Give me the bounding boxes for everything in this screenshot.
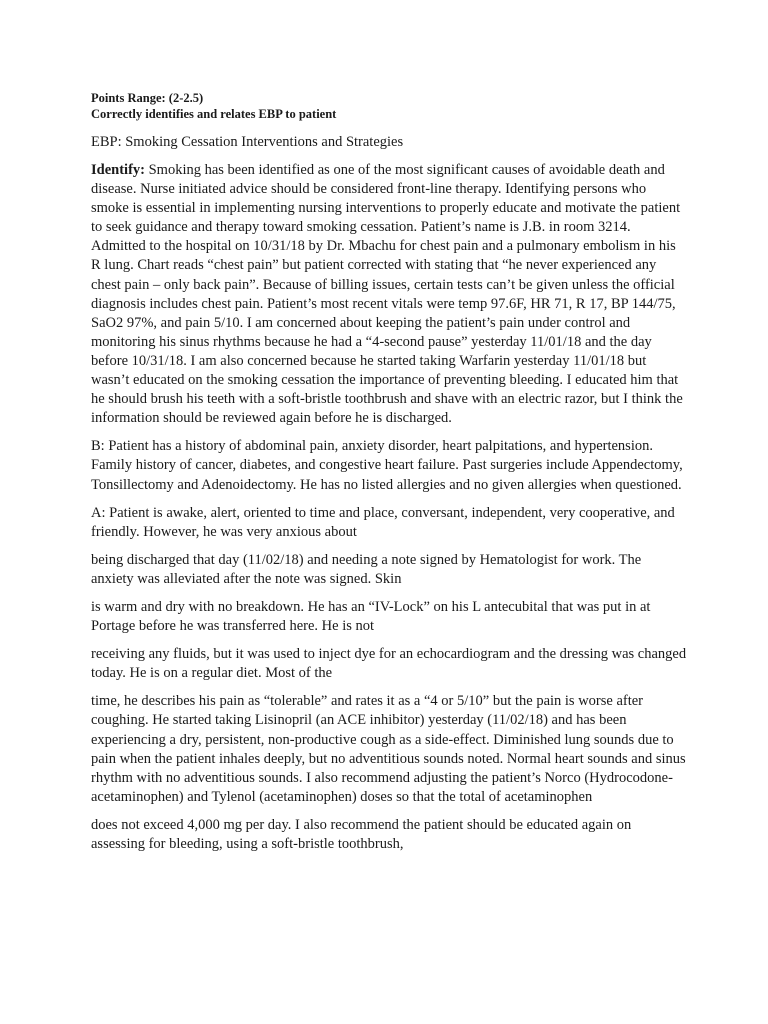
grading-criteria: Correctly identifies and relates EBP to patient (91, 107, 337, 121)
identify-paragraph (91, 161, 687, 428)
identify-text: Smoking has been identified as one of the most significant causes of avoidable death and disease. Nurse initiated advice should be considered front-line therapy. Identifying persons who smoke is essential in implementing nursing interventions to properly educate and motivate the patient to seek guidance and therapy toward smoking cessation. Patient’s name is J.B. in room 3214. Admitted to the hospital on 10/31/18 by Dr. Mbachu for chest pain and a pulmonary embolism in his R lung. Chart reads “chest pain” but patient corrected with stating that “he never experienced any chest pain – only back pain”. Because of billing issues, certain tests can’t be given unless the official diagnosis includes chest pain. Patient’s most recent vitals were temp 97.6F, HR 71, R 17, BP 144/75, SaO2 97%, and pain 5/10. I am concerned about keeping the patient’s pain under control and monitoring his sinus rhythms because he had a “4-second pause” yesterday 11/01/18 and the day before 10/31/18. I am also concerned because he started taking Warfarin yesterday 11/01/18 but wasn’t educated on the smoking cessation the importance of preventing bleeding. I educated him that he should brush his teeth with a soft-bristle toothbrush and shave with an electric razor, but I think the information should be reviewed again before he is discharged. (91, 162, 683, 427)
points-range: Points Range: (2-2.5) (91, 91, 204, 105)
recommendation-paragraph: does not exceed 4,000 mg per day. I also recommend the patient should be educated again on assessing for bleeding, using a soft-bristle toothbrush, (91, 816, 632, 852)
background-paragraph: B: Patient has a history of abdominal pain, anxiety disorder, heart palpitations, and hypertension. Family history of cancer, diabetes, and congestive heart failure. Past surgeries include Appendectomy, Tonsillectomy and Adenoidectomy. He has no listed allergies and no given allergies when questioned. (91, 438, 683, 493)
ebp-title: EBP: Smoking Cessation Interventions and Strategies (91, 134, 404, 150)
discharge-paragraph: being discharged that day (11/02/18) and needing a note signed by Hematologist for work. The anxiety was alleviated after the note was signed. Skin (91, 551, 642, 587)
pain-paragraph: time, he describes his pain as “tolerable” and rates it as a “4 or 5/10” but the pain is worse after coughing. He started taking Lisinopril (an ACE inhibitor) yesterday (11/02/18) and has been experiencing a dry, persistent, non-productive cough as a side-effect. Diminished lung sounds due to pain when the patient inhales deeply, but no adventitious sounds noted. Normal heart sounds and sinus rhythm with no adventitious sounds. I also recommend adjusting the patient’s Norco (Hydrocodone-acetaminophen) and Tylenol (acetaminophen) doses so that the total of acetaminophen (91, 693, 686, 805)
fluids-paragraph: receiving any fluids, but it was used to inject dye for an echocardiogram and the dressing was changed today. He is on a regular diet. Most of the (91, 646, 687, 682)
assessment-paragraph: A: Patient is awake, alert, oriented to time and place, conversant, independent, very cooperative, and friendly. However, he was very anxious about (91, 504, 675, 540)
document-page (91, 90, 687, 863)
skin-paragraph: is warm and dry with no breakdown. He has an “IV-Lock” on his L antecubital that was put in at Portage before he was transferred here. He is not (91, 598, 651, 635)
identify-label: Identify: (91, 162, 145, 178)
